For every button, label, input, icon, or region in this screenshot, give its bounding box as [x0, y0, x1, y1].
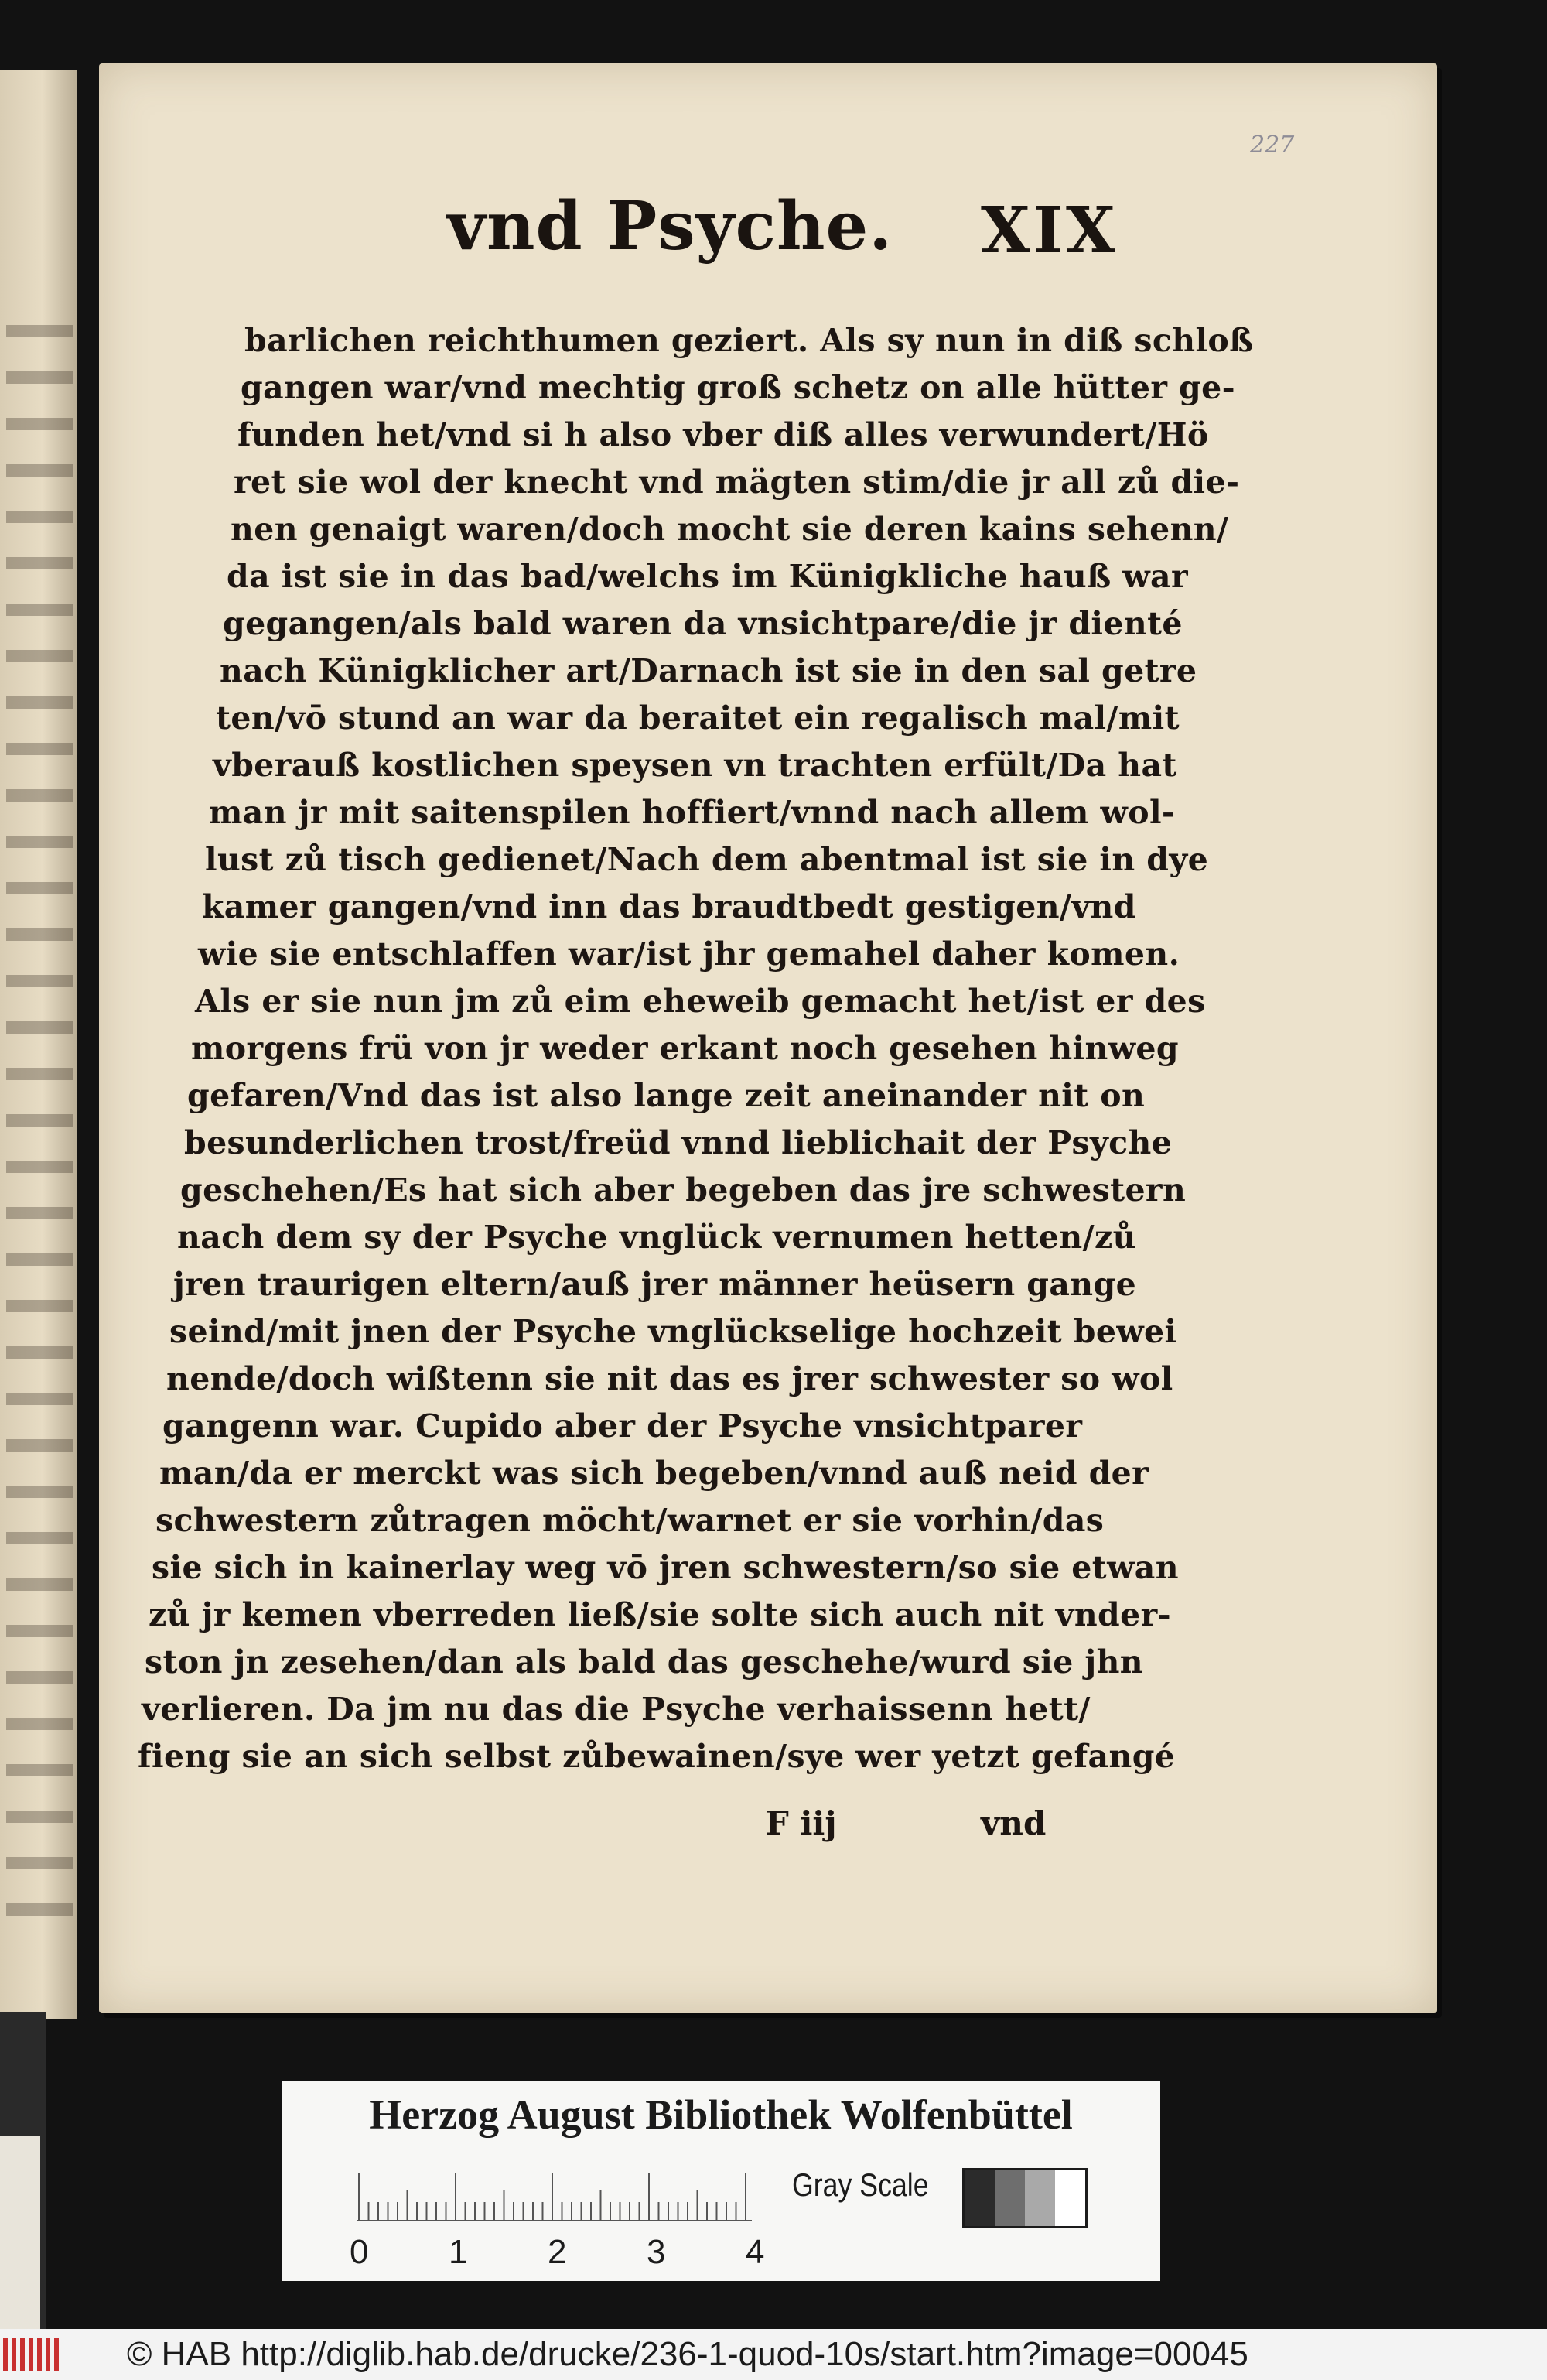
- gray-swatch: [965, 2170, 995, 2226]
- ruler-number: 1: [449, 2233, 468, 2271]
- text-line: fieng sie an sich selbst zůbewainen/sye wer yetzt gefangé: [138, 1738, 1176, 1775]
- text-line: lust zů tisch gedienet/Nach dem abentmal ist sie in dye: [205, 841, 1209, 878]
- gray-swatch: [995, 2170, 1025, 2226]
- ruler-number: 4: [746, 2233, 765, 2271]
- hab-logo-icon: [3, 2338, 62, 2371]
- facing-page-text: [6, 325, 73, 1950]
- text-line: man jr mit saitenspilen hoffiert/vnnd nach allem wol-: [209, 794, 1176, 831]
- text-block: [136, 317, 1254, 1780]
- gray-swatch: [1055, 2170, 1085, 2226]
- text-line: man/da er merckt was sich begeben/vnnd auß neid der: [159, 1455, 1149, 1492]
- folio-number: XIX: [981, 193, 1118, 268]
- gray-scale-swatches: [962, 2168, 1088, 2228]
- gray-scale-label: Gray Scale: [792, 2166, 929, 2203]
- text-line: nach Künigklicher art/Darnach ist sie in den sal getre: [220, 652, 1197, 689]
- text-line: verlieren. Da jm nu das die Psyche verhaissenn hett/: [142, 1691, 1091, 1728]
- text-line: sie sich in kainerlay weg vō jren schwestern/so sie etwan: [152, 1549, 1179, 1586]
- text-line: morgens frü von jr weder erkant noch gesehen hinweg: [191, 1030, 1179, 1067]
- text-line: da ist sie in das bad/welchs im Künigkliche hauß war: [227, 558, 1188, 595]
- book-page: [99, 63, 1437, 2013]
- gray-swatch: [1025, 2170, 1055, 2226]
- text-line: ten/vō stund an war da beraitet ein regalisch mal/mit: [216, 699, 1180, 737]
- text-line: gangenn war. Cupido aber der Psyche vnsichtparer: [162, 1407, 1083, 1445]
- text-line: ston jn zesehen/dan als bald das geschehe/wurd sie jhn: [145, 1643, 1144, 1681]
- library-name: Herzog August Bibliothek Wolfenbüttel: [369, 2091, 1073, 2138]
- text-line: funden het/vnd si h also vber diß alles verwundert/Hö: [237, 416, 1209, 453]
- text-line: Als er sie nun jm zů eim eheweib gemacht het/ist er des: [195, 983, 1206, 1020]
- text-line: kamer gangen/vnd inn das braudtbedt gestigen/vnd: [202, 888, 1136, 925]
- text-line: zů jr kemen vberreden ließ/sie solte sich auch nit vnder-: [149, 1596, 1172, 1633]
- text-line: barlichen reichthumen geziert. Als sy nun in diß schloß: [244, 322, 1254, 359]
- text-line: ret sie wol der knecht vnd mägten stim/die jr all zů die-: [234, 463, 1240, 501]
- text-line: geschehen/Es hat sich aber begeben das jre schwestern: [180, 1171, 1187, 1209]
- pencil-shelfmark: 227: [1250, 132, 1295, 159]
- text-line: vberauß kostlichen speysen vn trachten erfült/Da hat: [213, 747, 1177, 784]
- text-line: seind/mit jnen der Psyche vnglückselige hochzeit bewei: [169, 1313, 1177, 1350]
- ruler-number: 0: [350, 2233, 369, 2271]
- catchword: vnd: [981, 1804, 1047, 1842]
- footer-link[interactable]: © HAB http://diglib.hab.de/drucke/236-1-quod-10s/start.htm?image=00045: [127, 2335, 1248, 2373]
- signature-mark: F iij: [766, 1804, 837, 1842]
- facing-page-edge: [0, 70, 77, 2019]
- spine-label: [0, 2136, 40, 2337]
- running-head: vnd Psyche.: [447, 187, 893, 265]
- library-color-card: [282, 2081, 1160, 2281]
- text-line: schwestern zůtragen möcht/warnet er sie vorhin/das: [155, 1502, 1105, 1539]
- ruler-number: 3: [647, 2233, 666, 2271]
- footer-bar: [0, 2329, 1547, 2380]
- text-line: wie sie entschlaffen war/ist jhr gemahel daher komen.: [198, 935, 1180, 973]
- ruler-scale: [357, 2168, 752, 2222]
- text-line: besunderlichen trost/freüd vnnd lieblichait der Psyche: [184, 1124, 1173, 1161]
- text-line: gefaren/Vnd das ist also lange zeit aneinander nit on: [187, 1077, 1146, 1114]
- text-line: gangen war/vnd mechtig groß schetz on alle hütter ge-: [241, 369, 1235, 406]
- text-line: gegangen/als bald waren da vnsichtpare/die jr dienté: [223, 605, 1183, 642]
- text-line: jren traurigen eltern/auß jrer männer heüsern gange: [173, 1266, 1137, 1303]
- text-line: nen genaigt waren/doch mocht sie deren kains sehenn/: [231, 511, 1229, 548]
- ruler-number: 2: [548, 2233, 567, 2271]
- text-line: nende/doch wißtenn sie nit das es jrer schwester so wol: [166, 1360, 1173, 1397]
- text-line: nach dem sy der Psyche vnglück vernumen hetten/zů: [177, 1219, 1136, 1256]
